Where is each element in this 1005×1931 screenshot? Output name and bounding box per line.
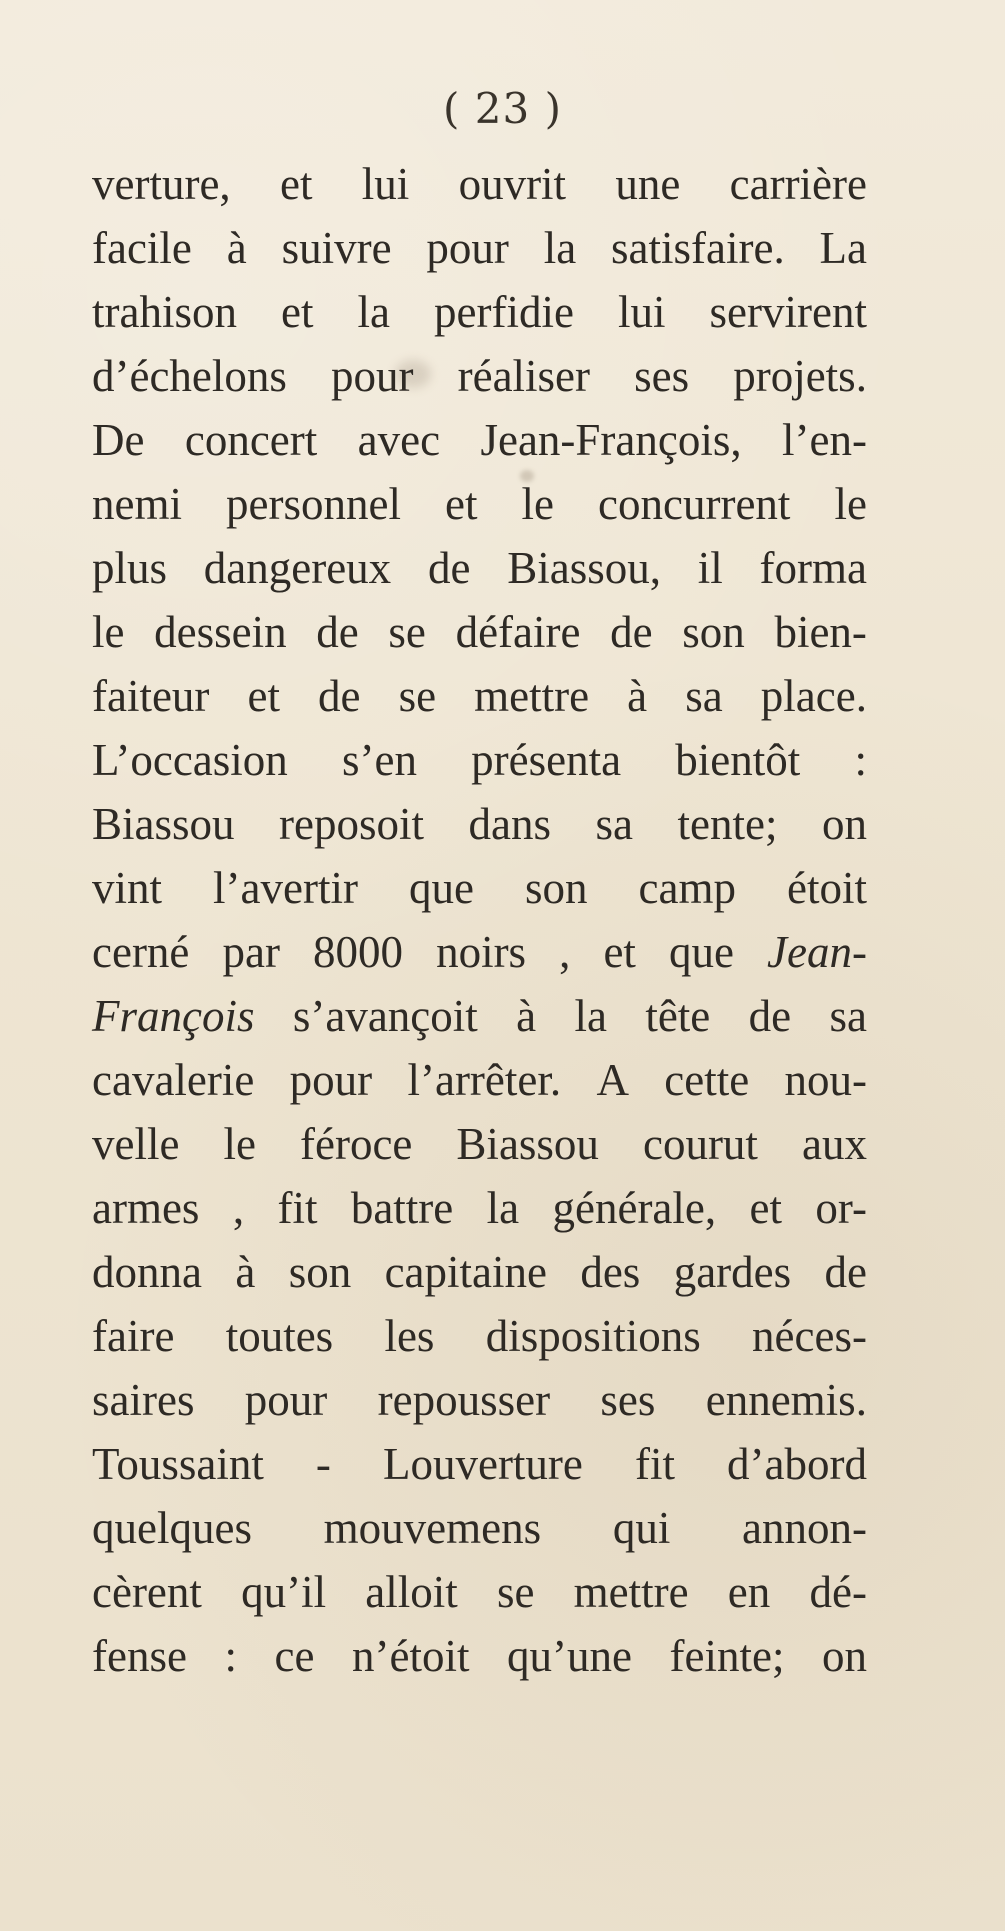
word: fit [634,1439,675,1489]
word: cerné [92,927,190,977]
word: que [668,927,734,977]
word: de [316,607,359,657]
word: personnel [226,479,401,529]
word: faire [92,1311,175,1361]
word: verture, [92,159,231,209]
word: dans [468,799,551,849]
word: cavalerie [92,1055,255,1105]
word: sa [829,991,867,1041]
text-line-14 [92,984,867,1048]
word: qu’il [241,1567,327,1617]
word: : [854,735,867,785]
word: et [281,287,314,337]
word: se [496,1567,535,1617]
word: , [559,927,571,977]
text-line-2 [92,216,867,280]
word: Louverture [382,1439,583,1489]
word: Biassou [92,799,235,849]
word: aux [801,1119,867,1169]
word: il [697,543,723,593]
word: faiteur [92,671,210,721]
word: et [279,159,313,209]
word: bien- [774,607,867,657]
word: capitaine [384,1247,547,1297]
word: perfidie [434,287,574,337]
word: ses [634,351,690,401]
word: par [222,927,280,977]
word: lui [361,159,410,209]
word: facile [92,223,192,273]
text-line-9 [92,664,867,728]
word: une [615,159,681,209]
word: présenta [471,735,622,785]
word: La [819,223,867,273]
word: or- [815,1183,867,1233]
text-line-11 [92,792,867,856]
word: forma [759,543,867,593]
word: nou- [784,1055,867,1105]
word: on [822,1631,867,1681]
word: d’abord [727,1439,867,1489]
word: fit [277,1183,318,1233]
word: la [486,1183,520,1233]
word: Biassou [456,1119,599,1169]
word: camp [638,863,736,913]
word: lui [618,287,666,337]
word: L’occasion [92,735,288,785]
word: pour [426,223,509,273]
word: projets. [733,351,867,401]
word: le [834,479,867,529]
word: à [516,991,537,1041]
word: et [603,927,636,977]
text-line-22 [92,1496,867,1560]
word: vint [92,863,163,913]
word: féroce [300,1119,413,1169]
word: pour [289,1055,373,1105]
word: cèrent [92,1567,202,1617]
word: son [682,607,745,657]
word: se [388,607,426,657]
word: Jean- [767,927,867,977]
word: Toussaint [92,1439,264,1489]
word: que [408,863,474,913]
word: néces- [752,1311,867,1361]
word: velle [92,1119,180,1169]
word: satisfaire. [611,223,785,273]
word: qu’une [507,1631,632,1681]
word: alloit [365,1567,458,1617]
word: les [384,1311,435,1361]
word: de [610,607,653,657]
text-line-10 [92,728,867,792]
word: se [398,671,437,721]
word: dangereux [203,543,392,593]
word: et [749,1183,782,1233]
word: cette [664,1055,750,1105]
word: l’arrêter. [407,1055,562,1105]
word: concurrent [598,479,791,529]
word: dé- [809,1567,867,1617]
word: saires [92,1375,195,1425]
main-text [92,152,867,1688]
word: s’avançoit [292,991,478,1041]
word: : [224,1631,237,1681]
word: Biassou, [507,543,661,593]
text-line-6 [92,472,867,536]
word: sa [685,671,723,721]
word: de [748,991,792,1041]
word: tête [645,991,711,1041]
text-line-15 [92,1048,867,1112]
word: ce [274,1631,315,1681]
word: François [92,991,255,1041]
word: 8000 [313,927,403,977]
text-line-7 [92,536,867,600]
word: servirent [709,287,867,337]
word: le [92,607,125,657]
word: tente; [677,799,778,849]
word: feinte; [669,1631,785,1681]
word: gardes [673,1247,792,1297]
word: on [821,799,867,849]
word: mouvemens [323,1503,542,1553]
word: l’en- [782,415,867,465]
word: De [92,415,145,465]
word: étoit [786,863,867,913]
word: annon- [742,1503,867,1553]
word: place. [760,671,867,721]
word: à [627,671,648,721]
word: la [357,287,391,337]
word: mettre [474,671,590,721]
text-line-5 [92,408,867,472]
text-line-12 [92,856,867,920]
word: réaliser [457,351,591,401]
word: pour [331,351,414,401]
word: défaire [455,607,581,657]
word: repousser [377,1375,551,1425]
text-line-18 [92,1240,867,1304]
text-line-20 [92,1368,867,1432]
word: - [315,1439,331,1489]
word: mettre [573,1567,689,1617]
word: carrière [729,159,867,209]
word: des [580,1247,641,1297]
word: dessein [154,607,287,657]
word: battre [350,1183,454,1233]
text-line-21 [92,1432,867,1496]
word: , [232,1183,245,1233]
word: ses [600,1375,656,1425]
word: quelques [92,1503,252,1553]
word: noirs [436,927,527,977]
word: n’étoit [352,1631,470,1681]
word: et [247,671,280,721]
text-line-24 [92,1624,867,1688]
word: son [288,1247,352,1297]
text-line-3 [92,280,867,344]
word: nemi [92,479,182,529]
word: s’en [341,735,417,785]
word: sa [595,799,633,849]
word: la [543,223,577,273]
text-line-16 [92,1112,867,1176]
word: de [427,543,471,593]
word: suivre [281,223,392,273]
word: de [318,671,361,721]
text-line-4 [92,344,867,408]
text-line-17 [92,1176,867,1240]
word: fense [92,1631,187,1681]
text-line-19 [92,1304,867,1368]
word: courut [642,1119,758,1169]
word: ennemis. [705,1375,867,1425]
word: ouvrit [458,159,567,209]
word: son [524,863,588,913]
word: générale, [552,1183,717,1233]
word: de [824,1247,867,1297]
word: bientôt [675,735,801,785]
word: dispositions [485,1311,701,1361]
word: donna [92,1247,202,1297]
word: à [235,1247,256,1297]
word: armes [92,1183,200,1233]
text-line-8 [92,600,867,664]
page-number: ( 23 ) [0,88,1005,130]
word: plus [92,543,168,593]
word: A [596,1055,629,1105]
word: avec [357,415,441,465]
word: le [521,479,554,529]
word: qui [612,1503,671,1553]
word: à [226,223,247,273]
word: Jean-François, [480,415,742,465]
word: l’avertir [213,863,358,913]
word: la [574,991,607,1041]
word: toutes [225,1311,334,1361]
word: d’échelons [92,351,287,401]
word: et [445,479,478,529]
word: reposoit [279,799,424,849]
text-line-13 [92,920,867,984]
word: en [727,1567,771,1617]
text-line-23 [92,1560,867,1624]
word: pour [244,1375,328,1425]
text-line-1 [92,152,867,216]
word: le [223,1119,256,1169]
word: trahison [92,287,237,337]
word: concert [184,415,318,465]
